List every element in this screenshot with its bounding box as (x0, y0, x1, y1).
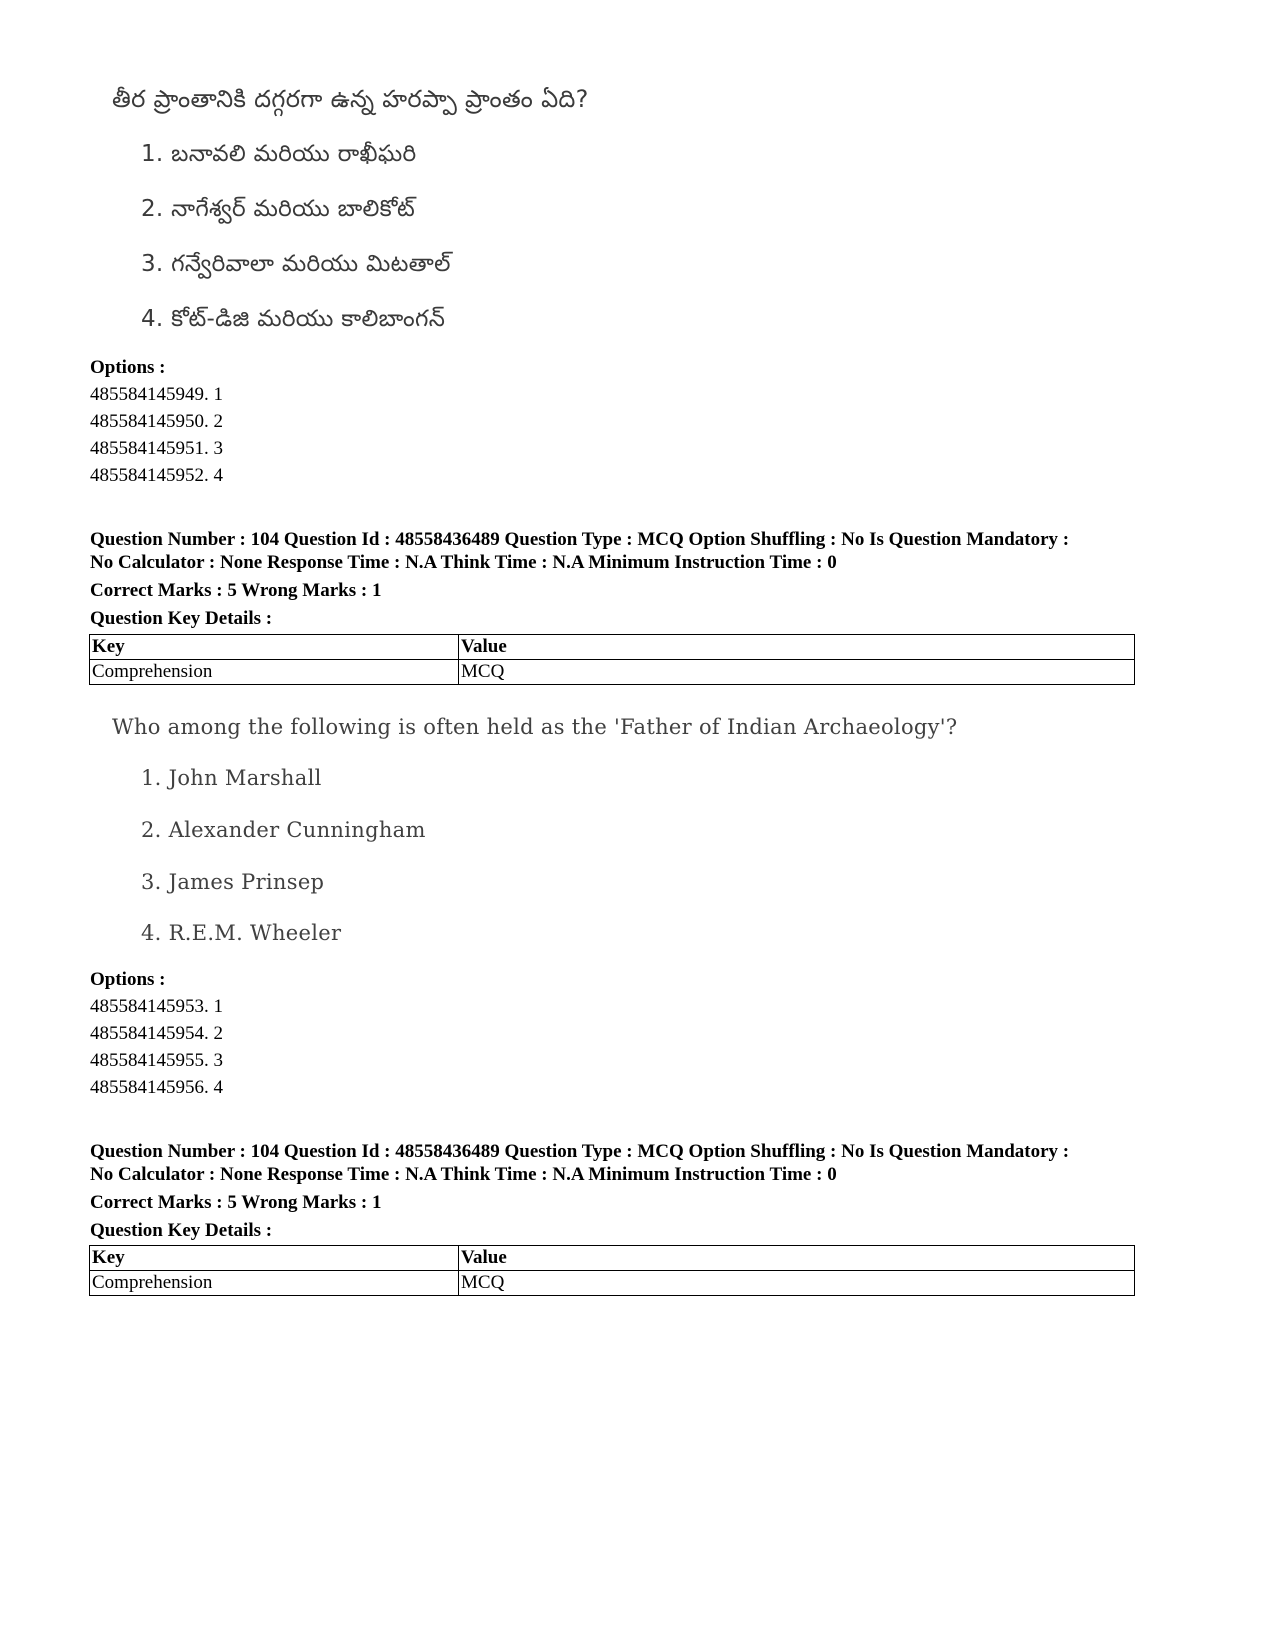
option-item: 485584145949. 1 (90, 384, 223, 405)
table-header-key: Key (90, 635, 459, 660)
option-item: 485584145951. 3 (90, 438, 223, 459)
table-row (90, 1271, 1135, 1296)
option-item: 485584145952. 4 (90, 465, 223, 486)
options-label: Options : (90, 969, 166, 990)
question-meta-line: Question Number : 104 Question Id : 48558436489 Question Type : MCQ Option Shuffling : No Is Question Mandatory : (90, 529, 1070, 550)
marks-line: Correct Marks : 5 Wrong Marks : 1 (90, 1192, 382, 1213)
question-choice: 4. R.E.M. Wheeler (141, 921, 342, 945)
question-meta (90, 528, 1140, 630)
table-cell-value: MCQ (459, 660, 1135, 685)
option-item: 485584145955. 3 (90, 1050, 223, 1071)
question-choice: 3. James Prinsep (141, 870, 325, 894)
question-meta-line: Question Number : 104 Question Id : 48558436489 Question Type : MCQ Option Shuffling : No Is Question Mandatory : (90, 1141, 1070, 1162)
option-item: 485584145954. 2 (90, 1023, 223, 1044)
options-block (90, 354, 1140, 489)
question-choice: 4. కోట్-డిజి మరియు కాలిబాంగన్ (141, 306, 446, 332)
question-image-telugu (112, 84, 589, 334)
key-details-table (89, 1245, 1135, 1296)
question-meta-line: No Calculator : None Response Time : N.A Think Time : N.A Minimum Instruction Time : 0 (90, 1164, 837, 1185)
option-item: 485584145956. 4 (90, 1077, 223, 1098)
option-item: 485584145953. 1 (90, 996, 223, 1017)
question-meta-line: No Calculator : None Response Time : N.A Think Time : N.A Minimum Instruction Time : 0 (90, 552, 837, 573)
question-choice: 3. గన్వేరివాలా మరియు మిటతాల్ (141, 251, 451, 277)
key-details-label: Question Key Details : (90, 1220, 273, 1241)
option-item: 485584145950. 2 (90, 411, 223, 432)
question-choice: 1. John Marshall (141, 766, 322, 790)
question-choice: 2. నాగేశ్వర్ మరియు బాలికోట్ (141, 196, 416, 222)
key-details-label: Question Key Details : (90, 608, 273, 629)
question-meta (90, 1140, 1140, 1242)
table-header-row (90, 1246, 1135, 1271)
question-choice: 1. బనావలి మరియు రాఖీఘరి (141, 141, 417, 167)
question-image-english (112, 712, 957, 948)
question-stem: Who among the following is often held as the 'Father of Indian Archaeology'? (112, 715, 958, 739)
table-cell-key: Comprehension (90, 660, 459, 685)
table-cell-value: MCQ (459, 1271, 1135, 1296)
table-header-row (90, 635, 1135, 660)
options-label: Options : (90, 357, 166, 378)
marks-line: Correct Marks : 5 Wrong Marks : 1 (90, 580, 382, 601)
question-stem: తీర ప్రాంతానికి దగ్గరగా ఉన్న హరప్పా ప్రాంతం ఏది? (112, 85, 589, 113)
table-cell-key: Comprehension (90, 1271, 459, 1296)
table-header-value: Value (459, 635, 1135, 660)
table-row (90, 660, 1135, 685)
key-details-table (89, 634, 1135, 685)
options-block (90, 966, 1140, 1101)
table-header-value: Value (459, 1246, 1135, 1271)
question-choice: 2. Alexander Cunningham (141, 818, 426, 842)
table-header-key: Key (90, 1246, 459, 1271)
